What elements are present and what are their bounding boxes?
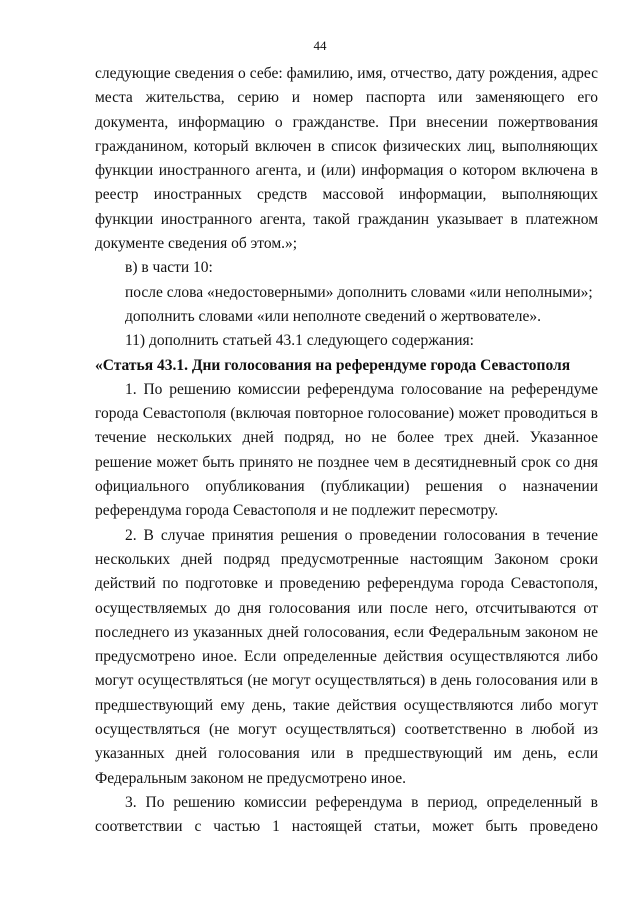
paragraph-add-incomplete: после слова «недостоверными» дополнить словами «или неполными»; — [125, 283, 593, 301]
article-heading: «Статья 43.1. Дни голосования на референдуме города Севастополя — [95, 356, 571, 374]
document-body — [95, 62, 598, 840]
paragraph-article-part-3: 3. По решению комиссии референдума в период, определенный в соответствии с частью 1 настоящей статьи, может быть проведено — [95, 793, 598, 836]
paragraph-part-10: в) в части 10: — [125, 259, 213, 277]
paragraph-add-donor-info: дополнить словами «или неполноте сведений о жертвователе». — [125, 307, 542, 325]
paragraph-article-part-2: 2. В случае принятия решения о проведении голосования в течение нескольких дней подряд предусмотренные настоящим Законом сроки действий по подготовке и проведению референдума города Севастополя, осуществляемых до дня голосования или после него, отсчитываются от последнего из указанных дней голосования, если Федеральным законом не предусмотрено иное. Если определенные действия осуществляются либо могут осуществляться (не могут осуществляться) в день голосования или в предшествующий ему день, такие действия осуществляются либо могут осуществляться (не могут осуществляться) соответственно в любой из указанных дней голосования или в предшествующий им день, если Федеральным законом не предусмотрено иное. — [95, 526, 598, 787]
paragraph-article-part-1: 1. По решению комиссии референдума голосование на референдуме города Севастополя (включая повторное голосование) может проводиться в течение нескольких дней подряд, но не более трех дней. Указанное решение может быть принято не позднее чем в десятидневный срок со дня официального опубликования (публикации) решения о назначении референдума города Севастополя и не подлежит пересмотру. — [95, 380, 598, 520]
paragraph-passport-info: следующие сведения о себе: фамилию, имя, отчество, дату рождения, адрес места жительства, серию и номер паспорта или заменяющего его документа, информацию о гражданстве. При внесении пожертвования гражданином, который включен в список физических лиц, выполняющих функции иностранного агента, и (или) информация о котором включена в реестр иностранных средств массовой информации, выполняющих функции иностранного агента, такой гражданин указывает в платежном документе сведения об этом.»; — [95, 65, 598, 253]
page-number: 44 — [313, 38, 327, 53]
paragraph-item-11: 11) дополнить статьей 43.1 следующего содержания: — [125, 332, 474, 350]
